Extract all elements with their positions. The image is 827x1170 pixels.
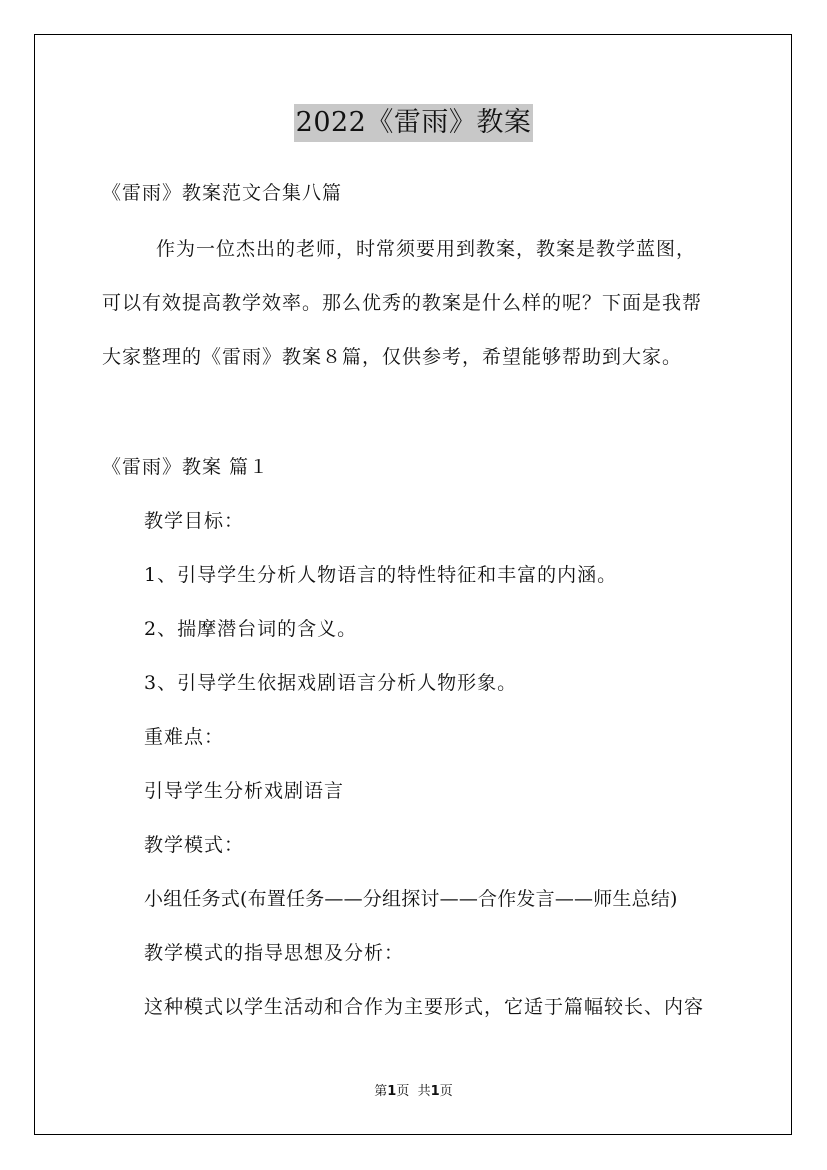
body-line-3: 2、揣摩潜台词的含义。 <box>144 618 358 640</box>
body-line-9: 教学模式的指导思想及分析： <box>144 942 405 964</box>
intro-line-2: 可以有效提高教学效率。那么优秀的教案是什么样的呢？下面是我帮 <box>102 292 703 314</box>
title-container <box>0 104 827 142</box>
footer-total-suffix: 页 <box>439 1084 453 1099</box>
body-line-1: 教学目标： <box>144 510 245 532</box>
body-line-8: 小组任务式(布置任务——分组探讨——合作发言——师生总结) <box>144 888 678 910</box>
body-line-10: 这种模式以学生活动和合作为主要形式，它适于篇幅较长、内容 <box>144 996 705 1018</box>
page-footer <box>0 1084 827 1100</box>
intro-line-1: 作为一位杰出的老师，时常须要用到教案，教案是教学蓝图， <box>156 238 697 260</box>
body-line-5: 重难点： <box>144 726 225 748</box>
section-heading: 《雷雨》教案 篇１ <box>102 456 270 478</box>
document-subtitle: 《雷雨》教案范文合集八篇 <box>102 182 343 204</box>
footer-page-suffix: 页 <box>396 1084 410 1099</box>
footer-total-number: 1 <box>430 1084 440 1099</box>
footer-total-prefix: 共 <box>417 1084 431 1099</box>
body-line-4: 3、引导学生依据戏剧语言分析人物形象。 <box>144 672 518 694</box>
footer-page-prefix: 第 <box>374 1084 388 1099</box>
document-title: 2022《雷雨》教案 <box>294 104 534 142</box>
intro-line-3: 大家整理的《雷雨》教案８篇，仅供参考，希望能够帮助到大家。 <box>102 346 683 368</box>
body-line-2: 1、引导学生分析人物语言的特性特征和丰富的内涵。 <box>144 564 618 586</box>
footer-page-number: 1 <box>387 1084 397 1099</box>
body-line-7: 教学模式： <box>144 834 245 856</box>
body-line-6: 引导学生分析戏剧语言 <box>144 780 345 802</box>
